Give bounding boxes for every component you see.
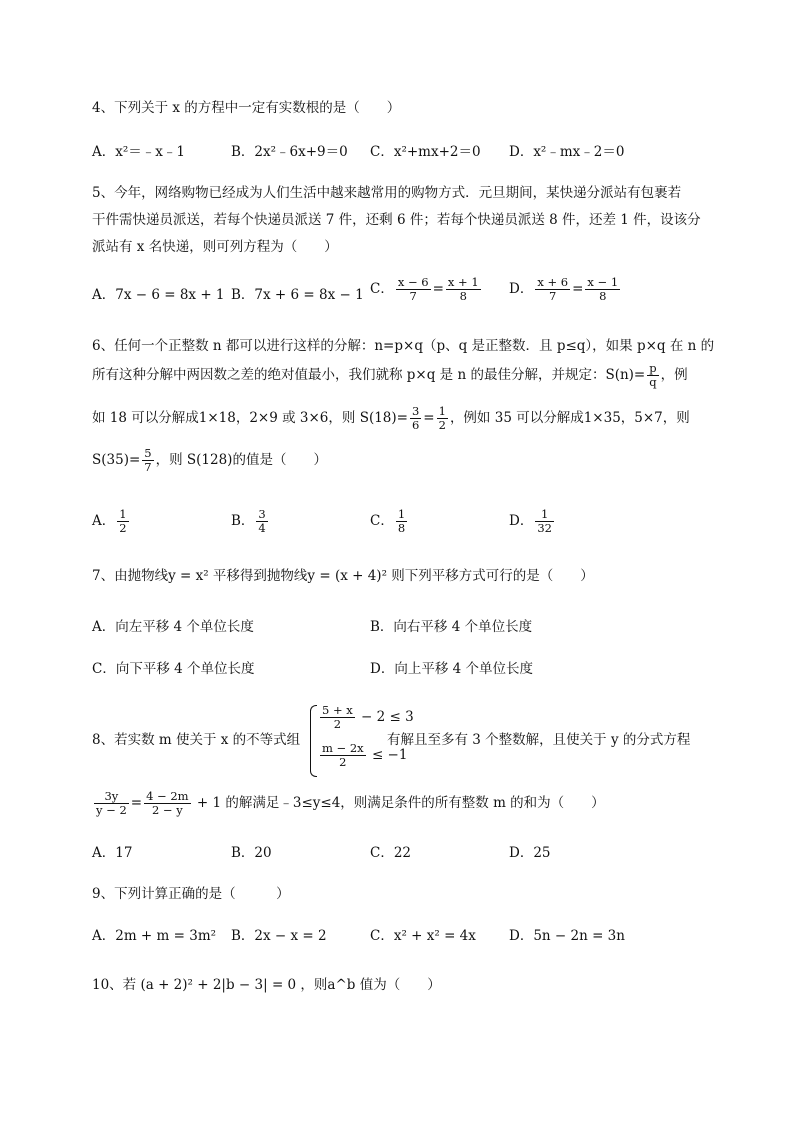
q9-option-c: C．x² + x² = 4x bbox=[370, 928, 476, 944]
q8-option-a: A．17 bbox=[92, 845, 133, 861]
q7-option-b: B．向右平移 4 个单位长度 bbox=[370, 619, 533, 635]
q5-option-c: C． $\frac{x - 6}{7}$ = $\frac{x + 1}{8}$ bbox=[370, 275, 479, 303]
q4-stem: 4、下列关于 x 的方程中一定有实数根的是（ ） bbox=[92, 100, 401, 116]
q7-option-d: D．向上平移 4 个单位长度 bbox=[370, 661, 533, 677]
fraction: $\frac{3}{4}$ bbox=[258, 507, 266, 535]
q4-option-b: B．2x²﹣6x+9＝0 bbox=[231, 144, 348, 160]
q6-option-a: A． $\frac{1}{2}$ bbox=[92, 507, 127, 535]
q10-stem: 10、若 (a + 2)² + 2|b − 3| = 0 ，则a^b 值为（ ） bbox=[92, 977, 441, 993]
q9-stem: 9、下列计算正确的是（ ） bbox=[92, 886, 290, 902]
q6-stem-line1: 6、任何一个正整数 n 都可以进行这样的分解：n=p×q（p、q 是正整数．且 p≤q），如果 p×q 在 n 的 bbox=[92, 338, 715, 354]
q8-inequality-1: $\frac{5 + x}{2}$ − 2 ≤ 3 bbox=[322, 703, 414, 731]
fraction: $\frac{1}{8}$ bbox=[397, 507, 406, 535]
q5-option-a: A．7x − 6 = 8x + 1 bbox=[92, 287, 225, 303]
q6-option-c: C． $\frac{1}{8}$ bbox=[370, 507, 406, 535]
fraction: $\frac{3}{6}$ bbox=[411, 404, 420, 432]
fraction: $\frac{1}{32}$ bbox=[537, 507, 552, 535]
q9-option-b: B．2x − x = 2 bbox=[231, 928, 327, 944]
q6-stem-line3: 如 18 可以分解成1×18，2×9 或 3×6，则 S(18)= $\frac{3}{6}$ = $\frac{1}{2}$ ，例如 35 可以分解成1×35，5×7，则 bbox=[92, 404, 690, 432]
inequality-brace bbox=[310, 705, 317, 777]
q7-stem: 7、由抛物线y = x² 平移得到抛物线y = (x + 4)² 则下列平移方式可行的是（ ） bbox=[92, 568, 594, 584]
q5-option-b: B．7x + 6 = 8x − 1 bbox=[231, 287, 364, 303]
q8-option-d: D．25 bbox=[509, 845, 551, 861]
q4-option-c: C．x²+mx+2＝0 bbox=[370, 144, 481, 160]
q8-stem-b: 有解且至多有 3 个整数解，且使关于 y 的分式方程 bbox=[387, 732, 691, 748]
q9-option-d: D．5n − 2n = 3n bbox=[509, 928, 625, 944]
q8-equation-line: $\frac{3y}{y - 2}$ = $\frac{4 - 2m}{2 - y}$ + 1 的解满足﹣3≤y≤4，则满足条件的所有整数 m 的和为（ ） bbox=[96, 789, 605, 817]
fraction: $\frac{p}{q}$ bbox=[649, 361, 657, 389]
fraction: $\frac{m - 2x}{2}$ bbox=[322, 741, 364, 769]
q8-option-b: B．20 bbox=[231, 845, 272, 861]
fraction: $\frac{5 + x}{2}$ bbox=[322, 703, 353, 731]
fraction: $\frac{1}{2}$ bbox=[119, 507, 127, 535]
q5-stem-line3: 派站有 x 名快递，则可列方程为（ ） bbox=[92, 239, 338, 255]
fraction: $\frac{3y}{y - 2}$ bbox=[96, 789, 127, 817]
q5-stem-line1: 5、今年，网络购物已经成为人们生活中越来越常用的购物方式．元旦期间，某快递分派站有包裹若 bbox=[92, 185, 682, 201]
q8-inequality-2: $\frac{m - 2x}{2}$ ≤ −1 bbox=[322, 741, 408, 769]
fraction: $\frac{5}{7}$ bbox=[144, 446, 152, 474]
q8-stem-a: 8、若实数 m 使关于 x 的不等式组 bbox=[92, 732, 301, 748]
q7-option-a: A．向左平移 4 个单位长度 bbox=[92, 619, 254, 635]
fraction: $\frac{1}{2}$ bbox=[438, 404, 446, 432]
fraction: $\frac{4 - 2m}{2 - y}$ bbox=[146, 789, 189, 817]
fraction: $\frac{x + 1}{8}$ bbox=[447, 275, 479, 303]
q5-option-d: D． $\frac{x + 6}{7}$ = $\frac{x - 1}{8}$ bbox=[509, 275, 619, 303]
fraction: $\frac{x + 6}{7}$ bbox=[537, 275, 569, 303]
q4-option-a: A．x²＝﹣x﹣1 bbox=[92, 144, 185, 160]
fraction: $\frac{x - 6}{7}$ bbox=[397, 275, 429, 303]
q7-option-c: C．向下平移 4 个单位长度 bbox=[92, 661, 255, 677]
q5-stem-line2: 干件需快递员派送，若每个快递员派送 7 件，还剩 6 件；若每个快递员派送 8 件，还差 1 件，设该分 bbox=[92, 212, 701, 228]
q9-option-a: A．2m + m = 3m² bbox=[92, 928, 217, 944]
q6-option-b: B． $\frac{3}{4}$ bbox=[231, 507, 266, 535]
q6-option-d: D． $\frac{1}{32}$ bbox=[509, 507, 552, 535]
q8-option-c: C．22 bbox=[370, 845, 412, 861]
q6-stem-line4: S(35)= $\frac{5}{7}$ ，则 S(128)的值是（ ） bbox=[92, 446, 327, 474]
q6-stem-line2: 所有这种分解中两因数之差的绝对值最小，我们就称 p×q 是 n 的最佳分解，并规定：S(n)= $\frac{p}{q}$ ，例 bbox=[92, 361, 688, 389]
fraction: $\frac{x - 1}{8}$ bbox=[587, 275, 619, 303]
q4-option-d: D．x²﹣mx﹣2＝0 bbox=[509, 144, 625, 160]
